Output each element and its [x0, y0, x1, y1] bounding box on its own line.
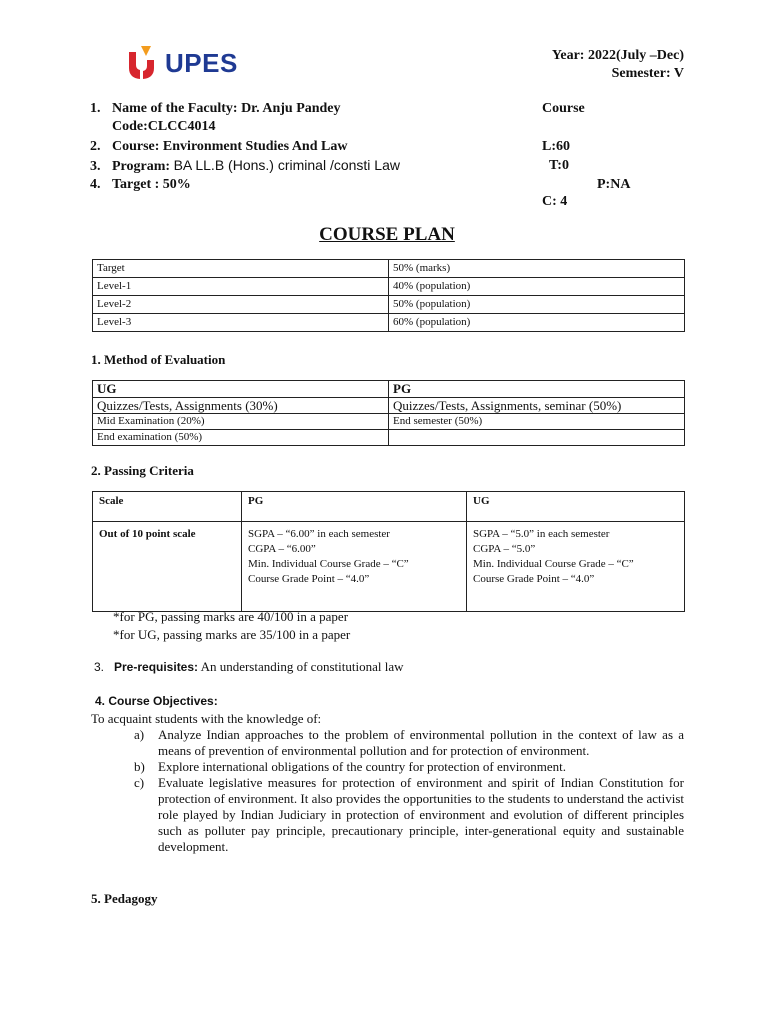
- info-code: Code:CLCC4014: [112, 119, 216, 134]
- table-cell: 50% (population): [389, 296, 685, 314]
- target-table: [92, 259, 685, 332]
- info-label: Program:: [112, 159, 174, 174]
- table-cell: Quizzes/Tests, Assignments (30%): [93, 398, 389, 414]
- list-item: [134, 759, 684, 775]
- pg-line: Min. Individual Course Grade – “C”: [248, 558, 409, 570]
- passing-notes: [113, 608, 350, 644]
- table-cell: [467, 522, 685, 612]
- table-row: [93, 278, 685, 296]
- info-label: Target : 50%: [112, 177, 191, 192]
- info-course: [90, 137, 347, 156]
- table-cell: 60% (population): [389, 314, 685, 332]
- section-method-of-evaluation: 1. Method of Evaluation: [91, 352, 226, 367]
- table-row: [93, 296, 685, 314]
- table-header: UG: [467, 492, 685, 522]
- table-cell: End examination (50%): [93, 430, 389, 446]
- program-value: BA LL.B (Hons.) criminal /consti Law: [173, 157, 400, 173]
- info-num: 4.: [90, 177, 101, 192]
- table-cell: Level-3: [93, 314, 389, 332]
- pg-line: Course Grade Point – “4.0”: [248, 573, 370, 585]
- table-row: [93, 260, 685, 278]
- note-line: *for PG, passing marks are 40/100 in a paper: [113, 609, 349, 624]
- page-title: COURSE PLAN: [319, 224, 455, 245]
- table-header: PG: [389, 381, 685, 398]
- semester-label: Semester: V: [611, 66, 684, 81]
- table-cell: Quizzes/Tests, Assignments, seminar (50%): [389, 398, 685, 414]
- table-row: [93, 398, 685, 414]
- info-course-label: Course: [542, 101, 585, 116]
- table-cell: 50% (marks): [389, 260, 685, 278]
- table-cell: Out of 10 point scale: [93, 522, 242, 612]
- prerequisites: [94, 659, 403, 675]
- info-target: [90, 175, 191, 194]
- section-passing-criteria: 2. Passing Criteria: [91, 463, 194, 478]
- table-row: [93, 381, 685, 398]
- info-lectures: L:60: [542, 139, 570, 154]
- upes-logo: [127, 44, 257, 82]
- pg-line: CGPA – “6.00”: [248, 543, 316, 555]
- year-label: Year: 2022(July –Dec): [551, 48, 684, 63]
- info-label: Course: Environment Studies And Law: [112, 139, 348, 154]
- list-item-text: Explore international obligations of the country for protection of environment.: [158, 759, 566, 774]
- table-cell: Mid Examination (20%): [93, 414, 389, 430]
- info-num: 3.: [90, 159, 101, 174]
- prereq-label: Pre-requisites:: [114, 660, 199, 674]
- list-item-text: Evaluate legislative measures for protection of environment and spirit of Indian Constitution for protection of environment. It also provides the opportunities to the students to understand the activist role played by Indian Judiciary in protection of environment and evolution of different principles such as polluter pay principle, precautionary principle, inter-generational equity and sustainable development.: [158, 775, 684, 854]
- table-cell: Target: [93, 260, 389, 278]
- ug-line: Course Grade Point – “4.0”: [473, 573, 595, 585]
- list-item: [134, 775, 684, 855]
- prereq-num: 3.: [94, 660, 105, 674]
- section-pedagogy: 5. Pedagogy: [91, 891, 158, 906]
- info-num: 2.: [90, 139, 101, 154]
- info-tutorials: T:0: [549, 158, 569, 173]
- list-item: [134, 727, 684, 759]
- table-row: [93, 492, 685, 522]
- upes-logo-icon: [127, 44, 161, 82]
- list-item-label: a): [134, 727, 145, 742]
- table-row: [93, 414, 685, 430]
- table-header: PG: [242, 492, 467, 522]
- list-item-text: Analyze Indian approaches to the problem of environmental pollution in the context of law as a means of prevention of environmental pollution and for protection of environment.: [158, 727, 684, 758]
- section-course-objectives: 4. Course Objectives:: [95, 694, 218, 708]
- table-header: UG: [93, 381, 389, 398]
- pg-line: SGPA – “6.00” in each semester: [248, 528, 390, 540]
- note-line: *for UG, passing marks are 35/100 in a paper: [113, 627, 351, 642]
- evaluation-table: [92, 380, 685, 446]
- ug-line: Min. Individual Course Grade – “C”: [473, 558, 634, 570]
- ug-line: SGPA – “5.0” in each semester: [473, 528, 610, 540]
- objectives-list: [134, 727, 684, 855]
- table-cell: Level-1: [93, 278, 389, 296]
- list-item-label: c): [134, 775, 145, 790]
- list-item-label: b): [134, 759, 145, 774]
- passing-criteria-table: [92, 491, 685, 612]
- info-num: 1.: [90, 101, 101, 116]
- info-faculty: [90, 99, 341, 118]
- table-cell: Level-2: [93, 296, 389, 314]
- info-credits: C: 4: [542, 194, 568, 209]
- prereq-text: An understanding of constitutional law: [198, 659, 404, 674]
- info-practicals: P:NA: [597, 177, 631, 192]
- table-row: [93, 430, 685, 446]
- table-row: [93, 314, 685, 332]
- objectives-intro: To acquaint students with the knowledge of:: [91, 711, 322, 726]
- info-program: [90, 156, 400, 176]
- ug-line: CGPA – “5.0”: [473, 543, 536, 555]
- header-meta: [552, 47, 684, 83]
- table-cell: End semester (50%): [389, 414, 685, 430]
- table-header: Scale: [93, 492, 242, 522]
- table-row: [93, 522, 685, 612]
- table-cell: 40% (population): [389, 278, 685, 296]
- table-cell: [389, 430, 685, 446]
- info-label: Name of the Faculty: Dr. Anju Pandey: [112, 101, 341, 116]
- logo-text: UPES: [165, 48, 238, 78]
- table-cell: [242, 522, 467, 612]
